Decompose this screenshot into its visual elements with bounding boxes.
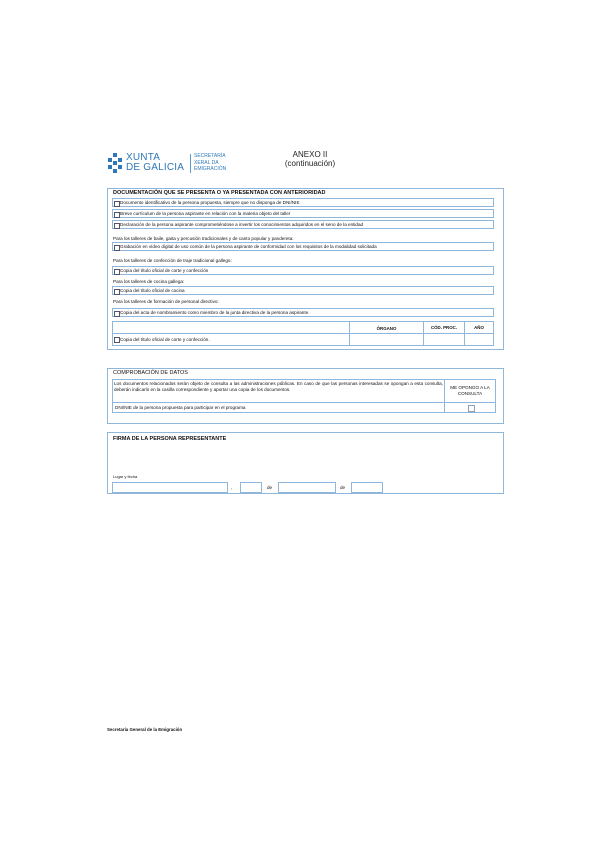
- group-1-item-label: Grabación en vídeo digital de uso común de la persona aspirante de conformidad con los requisitos de la modalidad solicitada: [120, 244, 377, 249]
- de-separator-1: de: [267, 485, 273, 490]
- footer-text: Secretaría General de la Emigración: [107, 727, 183, 732]
- group-2-label: Para los talleres de confección de traje tradicional gallego:: [113, 258, 232, 263]
- annex-heading: [280, 150, 340, 168]
- documentation-title: DOCUMENTACIÓN QUE SE PRESENTA O YA PRESENTADA CON ANTERIORIDAD: [113, 190, 326, 196]
- table-row-year-field[interactable]: [464, 333, 494, 346]
- table-header-proc: CÓD. PROC.: [423, 321, 465, 334]
- logo-divider: [190, 154, 191, 173]
- annex-subtitle: (continuación): [284, 159, 336, 168]
- logo-line-2: DE GALICIA: [126, 162, 185, 173]
- table-header-year: AÑO: [464, 321, 494, 334]
- doc-row-3[interactable]: [112, 220, 494, 229]
- place-field[interactable]: [112, 482, 228, 493]
- signature-title: FIRMA DE LA PERSONA REPRESENTANTE: [113, 436, 227, 442]
- verification-row: [112, 402, 445, 413]
- table-row-organ-field[interactable]: [349, 333, 424, 346]
- group-2-item-label: Copia del título oficial de corte y confección: [120, 268, 209, 273]
- doc-item-1-label: Documento identificativo de la persona propuesta, siempre que no disponga de DNI/NIE: [120, 200, 300, 205]
- table-header-organ: ÓRGANO: [349, 321, 424, 334]
- opt-out-cell[interactable]: [444, 402, 496, 413]
- group-4-label: Para los talleres de formación de personal directivo:: [113, 299, 219, 304]
- group-2-row[interactable]: [112, 266, 494, 275]
- logo-sub-line-1: SECRETARÍA: [194, 153, 226, 159]
- doc-row-2[interactable]: [112, 209, 494, 218]
- de-separator-2: de: [340, 485, 346, 490]
- verification-text-cell: [112, 379, 445, 403]
- doc-item-2-label: Breve currículum de la persona aspirante en relación con la materia objeto del taller: [120, 211, 291, 216]
- group-3-label: Para los talleres de cocina gallega:: [113, 279, 185, 284]
- opt-out-checkbox[interactable]: [468, 405, 475, 412]
- verification-paragraph: Los documentos relacionados serán objeto de consulta a las administraciones públicas. En caso de que las personas interesadas se opongan a esta consulta, deberán indicarlo en la casilla correspondiente y aportar una copia de los documentos.: [114, 381, 443, 392]
- group-1-row[interactable]: [112, 242, 494, 251]
- group-4-item-label: Copia del acta de nombramiento como miembro de la junta directiva de la persona aspirante.: [120, 310, 310, 315]
- opt-out-header: ME OPONGO A LA CONSULTA: [450, 385, 490, 396]
- xunta-emblem-icon: [107, 153, 123, 173]
- table-row-item-cell[interactable]: [112, 333, 350, 346]
- table-row-proc-field[interactable]: [423, 333, 465, 346]
- year-field[interactable]: [351, 482, 383, 493]
- logo-line-1: XUNTA: [126, 152, 161, 163]
- logo-sub-line-2: XERAL DA: [194, 159, 219, 166]
- verification-row-label: DNI/NIE de la persona propuesta para participar en el programa: [115, 405, 246, 410]
- group-4-row[interactable]: [112, 308, 494, 317]
- group-3-row[interactable]: [112, 286, 494, 295]
- month-field[interactable]: [278, 482, 336, 493]
- xunta-logo: [107, 152, 227, 176]
- doc-item-3-label: Declaración de la persona aspirante comprometiéndose a invertir los conocimientos adquiridos en el seno de la entidad: [120, 222, 364, 227]
- group-1-label: Para los talleres de baile, gaita y percusión tradicionales y de canto popular y pandereta:: [113, 236, 294, 241]
- logo-sub-line-3: EMIGRACIÓN: [194, 166, 227, 172]
- group-3-item-label: Copia del título oficial de cocina: [120, 288, 185, 293]
- doc-row-1[interactable]: [112, 198, 494, 207]
- logo-wordmark: [126, 153, 184, 173]
- table-row-label: Copia del título oficial de corte y confección.: [120, 337, 210, 342]
- verification-title: COMPROBACIÓN DE DATOS: [113, 370, 188, 376]
- logo-department: [194, 153, 226, 173]
- opt-out-header-cell: [444, 379, 496, 403]
- comma-separator: ,: [231, 485, 233, 490]
- place-date-label: Lugar y fecha: [113, 474, 138, 479]
- day-field[interactable]: [240, 482, 262, 493]
- annex-title: ANEXO II: [292, 150, 328, 159]
